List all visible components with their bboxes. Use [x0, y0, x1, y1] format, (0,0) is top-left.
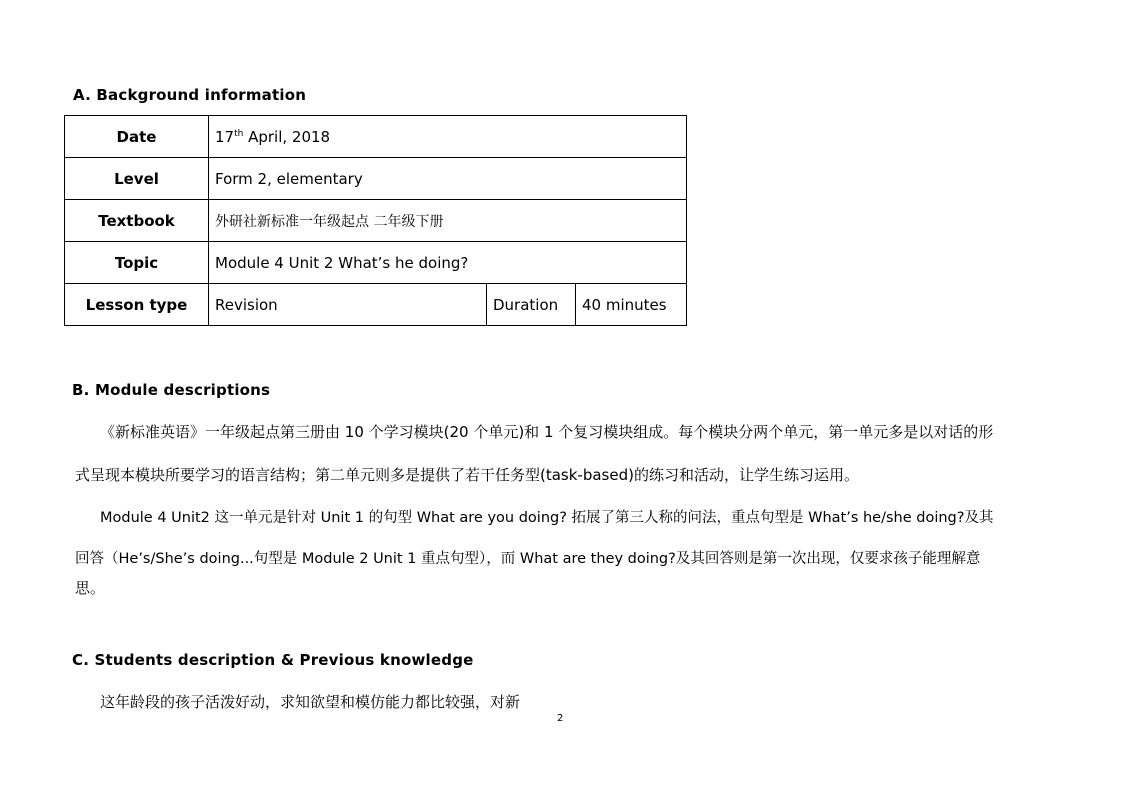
table-row-level: [65, 158, 687, 200]
lesson-type-value: Revision: [209, 284, 487, 326]
table-row-lesson-type: [65, 284, 687, 326]
table-row-date: [65, 116, 687, 158]
module-desc-line-3: Module 4 Unit2 这一单元是针对 Unit 1 的句型 What are you doing? 拓展了第三人称的问法，重点句型是 What’s he/she doing?及其: [100, 510, 994, 526]
module-desc-line-5: 思。: [75, 579, 106, 597]
table-row-topic: [65, 242, 687, 284]
section-a-heading: A. Background information: [73, 86, 307, 104]
duration-value: 40 minutes: [576, 284, 687, 326]
background-info-table: [64, 115, 687, 326]
textbook-value: 外研社新标准一年级起点 二年级下册: [209, 200, 687, 242]
lesson-type-label: Lesson type: [65, 284, 209, 326]
section-b-heading: B. Module descriptions: [72, 381, 271, 399]
module-desc-line-2: 式呈现本模块所要学习的语言结构；第二单元则多是提供了若干任务型(task-based)的练习和活动，让学生练习运用。: [75, 466, 859, 484]
module-desc-line-4: 回答（He’s/She’s doing...句型是 Module 2 Unit 1 重点句型），而 What are they doing?及其回答则是第一次出现，仅要求孩子能理解意: [75, 551, 981, 567]
duration-label: Duration: [487, 284, 576, 326]
date-value: [209, 116, 687, 158]
page-number: 2: [557, 713, 564, 724]
date-day: 17: [215, 127, 235, 146]
topic-label: Topic: [65, 242, 209, 284]
module-desc-line-1: 《新标准英语》一年级起点第三册由 10 个学习模块(20 个单元)和 1 个复习模块组成。每个模块分两个单元，第一单元多是以对话的形: [100, 423, 994, 441]
topic-value: Module 4 Unit 2 What’s he doing?: [209, 242, 687, 284]
section-c-heading: C. Students description & Previous knowledge: [72, 651, 474, 669]
table-row-textbook: [65, 200, 687, 242]
textbook-label: Textbook: [65, 200, 209, 242]
date-suffix: th: [234, 128, 244, 139]
level-value: Form 2, elementary: [209, 158, 687, 200]
students-desc-line-1: 这年龄段的孩子活泼好动，求知欲望和模仿能力都比较强，对新: [100, 693, 521, 711]
level-label: Level: [65, 158, 209, 200]
date-rest: April, 2018: [243, 127, 331, 146]
date-label: Date: [65, 116, 209, 158]
